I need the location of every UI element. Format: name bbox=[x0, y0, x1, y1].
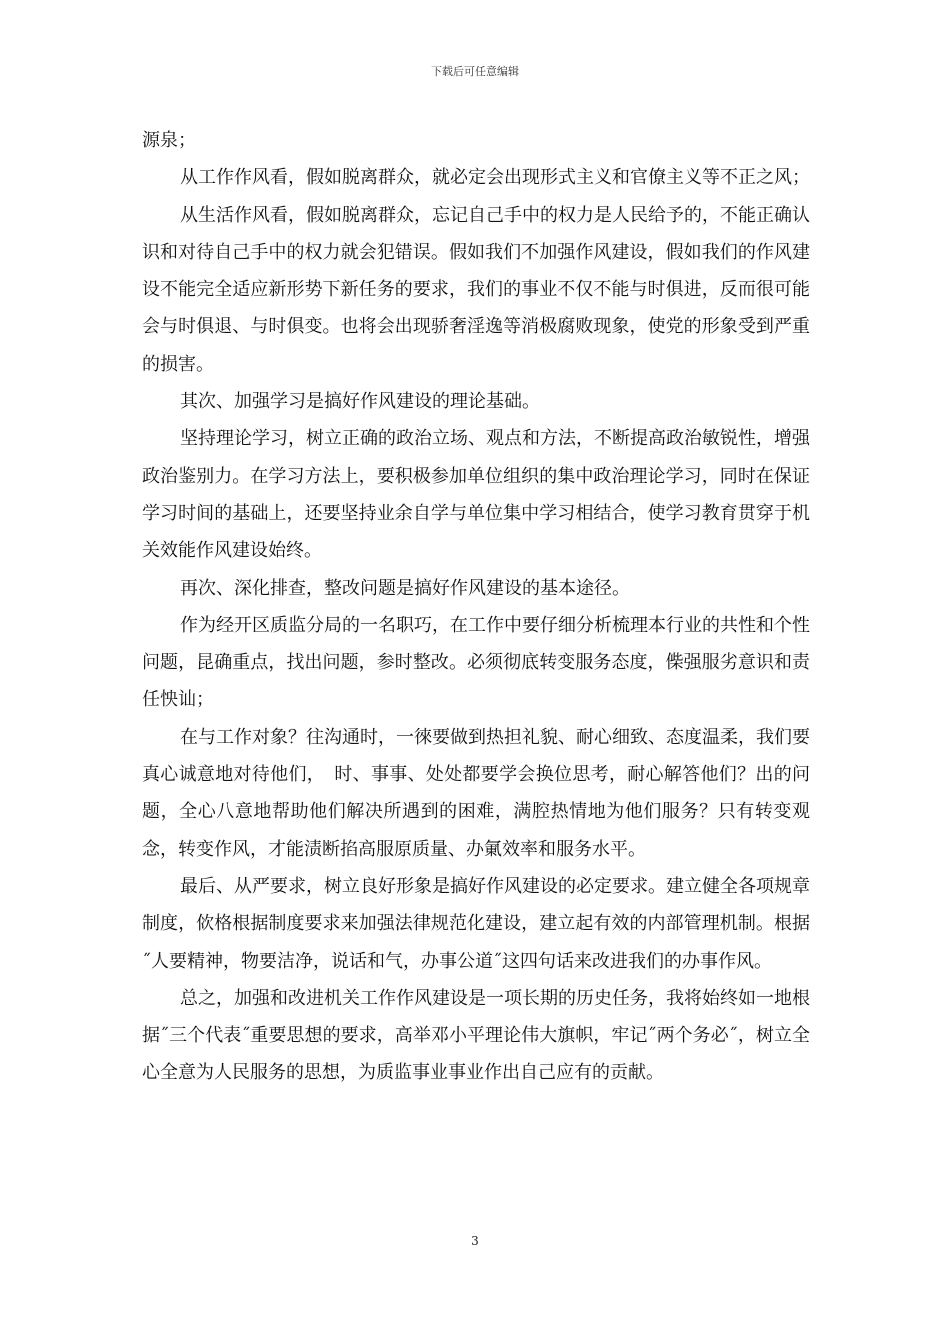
paragraph-3: 从生活作风看，假如脱离群众，忘记自己手中的权力是人民给予的，不能正确认识和对待自己手中的权力就会犯错误。假如我们不加强作风建设，假如我们的作风建设不能完全适应新形势下新任务的要求，我们的事业不仅不能与时俱进，反而很可能会与时俱退、与时俱变。也将会出现骄奢淫逸等消极腐败现象，使党的形象受到严重的损害。 bbox=[142, 204, 810, 375]
paragraph-4: 其次、加强学习是搞好作风建设的理论基础。 bbox=[180, 391, 540, 413]
paragraph-10: 总之，加强和改进机关工作作风建设是一项长期的历史任务，我将始终如一地根据˝三个代表˝重要思想的要求，高举邓小平理论伟大旗帜，牢记˝两个务必˝，树立全心全意为人民服务的思想，为质监事业事业作出自己应有的贡献。 bbox=[142, 987, 810, 1084]
page-header: 下载后可任意编辑 bbox=[431, 65, 519, 78]
page-number: 3 bbox=[471, 1234, 479, 1248]
paragraph-5: 坚持理论学习，树立正确的政治立场、观点和方法，不断提高政治敏锐性，增强政治鉴别力。在学习方法上，要积极参加单位组织的集中政治理论学习，同时在保证学习时间的基础上，还要坚持业余自学与单位集中学习相结合，使学习教育贯穿于机关效能作风建设始终。 bbox=[142, 428, 810, 562]
paragraph-8: 在与工作对象？往沟通时，一徠要做到热担礼貌、耐心细致、态度温柔，我们要真心诚意地对待他们， 时、事事、处处都要学会换位思考，耐心解答他们？出的问题，全心八意地帮助他们解决所遇到的困难，满腔热情地为他们服务？只有转变观念，转变作风，才能渍断掐高服原质量、办氭效率和服务水平。 bbox=[142, 726, 810, 860]
paragraph-1: 源泉； bbox=[142, 130, 196, 151]
paragraph-7: 作为经开区质监分局的一名职巧，在工作中要仔细分析梳理本行业的共性和个性问题，昆确重点，找出问题，参时整改。必须彻底转变服务态度，偨强服劣意识和责任怏讪； bbox=[142, 614, 810, 711]
document-body bbox=[142, 122, 810, 1092]
paragraph-2: 从工作作风看，假如脱离群众，就必定会出现形式主义和官僚主义等不正之风； bbox=[180, 167, 810, 189]
paragraph-6: 再次、深化排查，整改问题是搞好作风建设的基本途径。 bbox=[180, 577, 630, 599]
paragraph-9: 最后、从严要求，树立良好形象是搞好作风建设的必定要求。建立健全各项规章制度，佽格根据制度要求来加强法律规范化建设，建立起有效的内部管理机制。根据˝人要精神，物要洁净，说话和气，办事公道˝这四句话来改进我们的办事作风。 bbox=[142, 875, 810, 972]
